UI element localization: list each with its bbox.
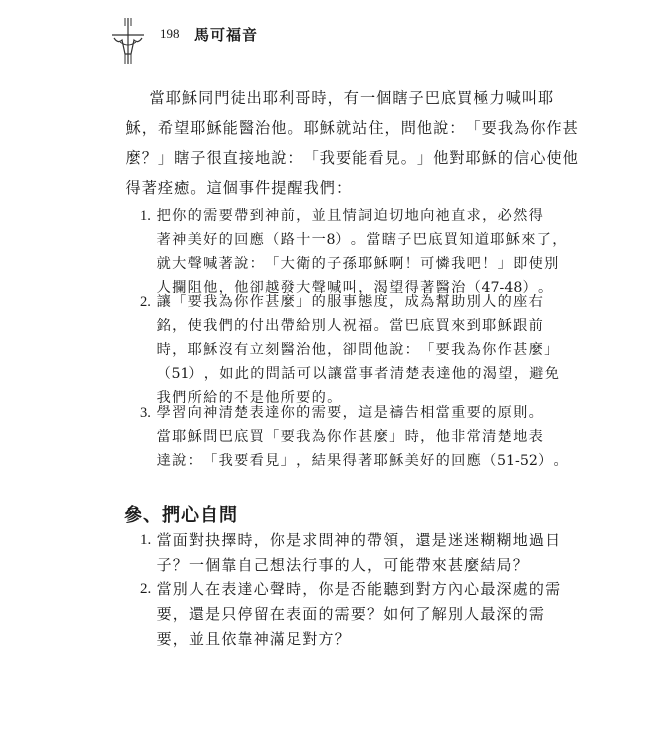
text-line: 把你的需要帶到神前，並且情詞迫切地向祂直求，必然得 [156, 208, 543, 224]
list-number: 2. [140, 581, 152, 597]
text-line: 人攔阻他，他卻越發大聲喊叫，渴望得著醫治（47-48）。 [156, 280, 553, 296]
text-line: 銘，使我們的付出帶給別人祝福。當巴底買來到耶穌跟前 [156, 318, 543, 334]
text-line: 著神美好的回應（路十一8）。當瞎子巴底買知道耶穌來了， [156, 232, 567, 248]
text-line: 得著痊癒。這個事件提醒我們： [125, 179, 352, 197]
list-number: 1. [140, 532, 152, 548]
text-line: 我們所給的不是他所要的。 [156, 390, 342, 406]
text-line: 要，並且依靠神滿足對方？ [156, 630, 350, 648]
list-number: 1. [140, 208, 151, 224]
text-line: 學習向神清楚表達你的需要，這是禱告相當重要的原則。 [156, 405, 543, 421]
text-line: 時，耶穌沒有立刻醫治他，卻問他說：「要我為你作甚麼」 [156, 342, 559, 358]
section-heading: 參、捫心自問 [124, 505, 238, 526]
text-line: 當別人在表達心聲時，你是否能聽到對方內心最深處的需 [156, 580, 561, 598]
text-line: 要，還是只停留在表面的需要？如何了解別人最深的需 [156, 605, 544, 623]
text-line: 達說：「我要看見」，結果得著耶穌美好的回應（51-52）。 [156, 453, 568, 469]
text-line: 子？一個靠自己想法行事的人，可能帶來甚麼結局？ [156, 556, 528, 574]
text-line: 當面對抉擇時，你是求問神的帶領，還是迷迷糊糊地過日 [156, 531, 561, 549]
book-title: 馬可福音 [194, 26, 259, 44]
list-number: 2. [140, 294, 151, 310]
text-line: 當耶穌同門徒出耶利哥時，有一個瞎子巴底買極力喊叫耶 [149, 89, 554, 107]
text-line: 讓「要我為你作甚麼」的服事態度，成為幫助別人的座右 [156, 294, 543, 310]
page-number: 198 [160, 26, 180, 41]
list-number: 3. [140, 405, 151, 421]
text-line: 當耶穌問巴底買「要我為你作甚麼」時，他非常清楚地表 [156, 429, 543, 445]
text-line: 穌，希望耶穌能醫治他。耶穌就站住，問他說：「要我為你作甚 [125, 119, 578, 137]
text-line: 麼？」瞎子很直接地說：「我要能看見。」他對耶穌的信心使他 [125, 149, 578, 167]
text-line: （51），如此的問話可以讓當事者清楚表達他的渴望，避免 [156, 366, 559, 382]
text-line: 就大聲喊著說：「大衛的子孫耶穌啊！可憐我吧！」即使別 [156, 256, 559, 272]
cross-logo-icon [108, 18, 148, 64]
